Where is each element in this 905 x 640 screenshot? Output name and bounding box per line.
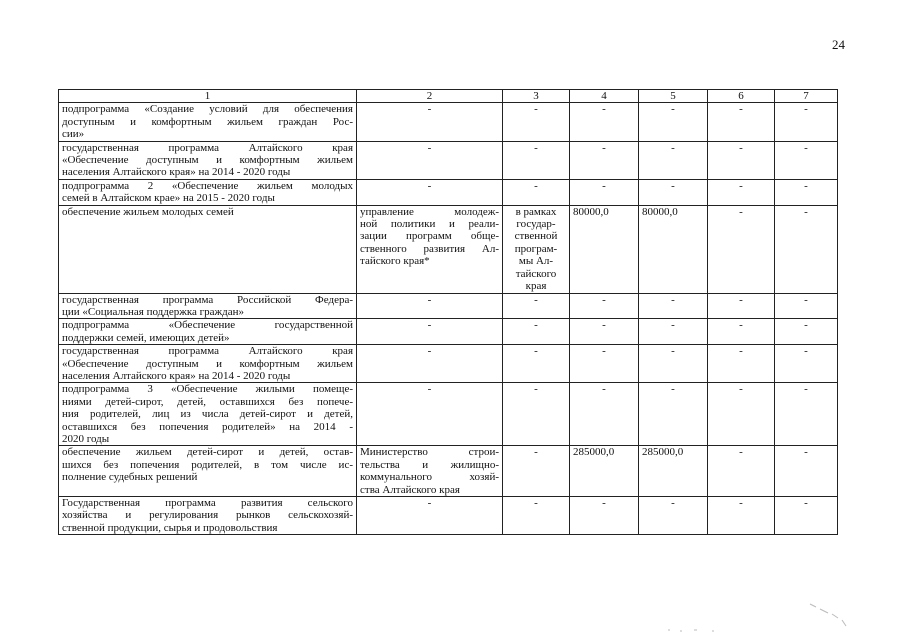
executor-cell [357, 293, 503, 319]
value-cell-6: - [708, 293, 775, 319]
value-cell-4: - [570, 103, 639, 141]
funding-source-cell [503, 383, 570, 446]
executor-cell-line: - [427, 497, 432, 509]
table-row [59, 383, 838, 446]
funding-source-cell-line: - [534, 141, 538, 154]
executor-cell-line: управление молодеж- [360, 205, 499, 218]
value-cell-7: - [775, 179, 838, 205]
column-header-4: 4 [570, 90, 639, 103]
value-cell-7: - [775, 446, 838, 497]
page-number: 24 [832, 37, 845, 52]
funding-source-cell-line: - [534, 497, 538, 509]
value-cell-5: - [639, 383, 708, 446]
value-cell-6: - [708, 383, 775, 446]
funding-source-cell-line: ственной [514, 230, 558, 243]
executor-cell-line: - [427, 383, 432, 396]
scan-artifact-marks [660, 600, 860, 640]
description-cell-line: ственной продукции, сырья и продовольствия [62, 521, 278, 534]
funding-source-cell-line: в рамках [515, 205, 557, 218]
funding-source-cell [503, 293, 570, 319]
description-cell [59, 497, 357, 535]
value-cell-6: - [708, 446, 775, 497]
table-row [59, 319, 838, 345]
executor-cell [357, 345, 503, 383]
executor-cell [357, 446, 503, 497]
executor-cell [357, 179, 503, 205]
value-cell-4: - [570, 293, 639, 319]
value-cell-6: - [708, 319, 775, 345]
description-cell [59, 205, 357, 293]
executor-cell-line: Министерство строи- [360, 446, 499, 459]
funding-source-cell [503, 179, 570, 205]
value-cell-6: - [708, 205, 775, 293]
funding-source-cell-line: мы Ал- [518, 255, 554, 268]
value-cell-5: - [639, 293, 708, 319]
description-cell-line: ния родителей, лиц из числа детей-сирот и детей, [62, 408, 353, 421]
funding-source-cell [503, 497, 570, 535]
description-cell-line: государственная программа Российской Федера- [62, 293, 353, 306]
executor-cell [357, 103, 503, 141]
value-cell-4: - [570, 497, 639, 535]
executor-cell [357, 383, 503, 446]
funding-source-cell-line: государ- [516, 218, 556, 231]
value-cell-4: - [570, 345, 639, 383]
value-cell-6: - [708, 179, 775, 205]
description-cell-line: 2020 годы [62, 432, 110, 445]
executor-cell-line: ственного развития Ал- [360, 242, 499, 255]
value-cell-4: 285000,0 [570, 446, 639, 497]
value-cell-7: - [775, 293, 838, 319]
funding-source-cell-line: програм- [514, 242, 558, 255]
executor-cell-line: - [427, 179, 432, 192]
value-cell-6: - [708, 345, 775, 383]
description-cell-line: подпрограмма 3 «Обеспечение жилыми помеще- [62, 383, 353, 396]
table-row [59, 205, 838, 293]
description-cell-line: доступным и комфортным жильем граждан Рос- [62, 115, 353, 128]
value-cell-7: - [775, 497, 838, 535]
description-cell-line: «Обеспечение доступным и комфортным жильем [62, 154, 353, 167]
funding-source-cell-line: - [534, 345, 538, 358]
value-cell-7: - [775, 345, 838, 383]
executor-cell-line: - [427, 319, 432, 332]
value-cell-5: - [639, 179, 708, 205]
funding-source-cell [503, 345, 570, 383]
description-cell-line: ниями детей-сирот, детей, оставшихся без попече- [62, 395, 353, 408]
value-cell-6: - [708, 497, 775, 535]
value-cell-5: - [639, 497, 708, 535]
description-cell-line: полнение судебных решений [62, 471, 198, 484]
description-cell-line: подпрограмма 2 «Обеспечение жильем молодых [62, 179, 353, 192]
value-cell-7: - [775, 383, 838, 446]
executor-cell-line: зации программ обще- [360, 230, 499, 243]
funding-source-cell-line: - [534, 383, 538, 396]
executor-cell [357, 205, 503, 293]
funding-source-cell [503, 319, 570, 345]
description-cell-line: «Обеспечение доступным и комфортным жильем [62, 357, 353, 370]
executor-cell [357, 319, 503, 345]
executor-cell-line: ства Алтайского края [360, 483, 460, 496]
description-cell [59, 319, 357, 345]
value-cell-6: - [708, 141, 775, 179]
value-cell-5: - [639, 319, 708, 345]
column-header-6: 6 [708, 90, 775, 103]
column-header-7: 7 [775, 90, 838, 103]
table-row [59, 497, 838, 535]
description-cell-line: Государственная программа развития сельского [62, 497, 353, 509]
funding-source-cell-line: края [525, 280, 547, 293]
description-cell-line: населения Алтайского края» на 2014 - 2020 годы [62, 369, 291, 382]
value-cell-5: 80000,0 [639, 205, 708, 293]
table-row [59, 293, 838, 319]
description-cell [59, 345, 357, 383]
executor-cell-line: - [427, 103, 432, 116]
description-cell-line: семей в Алтайском крае» на 2015 - 2020 годы [62, 192, 275, 205]
description-cell-line: обеспечение жильем молодых семей [62, 205, 234, 218]
value-cell-7: - [775, 319, 838, 345]
funding-source-cell-line: - [534, 319, 538, 332]
description-cell [59, 141, 357, 179]
table-row [59, 345, 838, 383]
column-header-2: 2 [357, 90, 503, 103]
description-cell-line: хозяйства и регулирования рынков сельскохозяй- [62, 509, 353, 522]
description-cell-line: государственная программа Алтайского края [62, 141, 353, 154]
description-cell-line: ции «Социальная поддержка граждан» [62, 305, 244, 318]
value-cell-4: - [570, 383, 639, 446]
description-cell [59, 293, 357, 319]
description-cell-line: сии» [62, 128, 85, 141]
budget-table [58, 89, 838, 535]
funding-source-cell [503, 103, 570, 141]
funding-source-cell-line: тайского [515, 267, 557, 280]
value-cell-7: - [775, 103, 838, 141]
executor-cell-line: ной политики и реали- [360, 218, 499, 231]
funding-source-cell [503, 141, 570, 179]
executor-cell-line: - [427, 141, 432, 154]
table-row [59, 179, 838, 205]
description-cell-line: государственная программа Алтайского края [62, 345, 353, 358]
executor-cell-line: тельства и жилищно- [360, 458, 499, 471]
executor-cell-line: тайского края* [360, 255, 430, 268]
table-row [59, 141, 838, 179]
funding-source-cell-line: - [534, 103, 538, 116]
column-header-3: 3 [503, 90, 570, 103]
description-cell [59, 103, 357, 141]
executor-cell [357, 141, 503, 179]
funding-source-cell [503, 446, 570, 497]
value-cell-4: - [570, 141, 639, 179]
executor-cell-line: - [427, 293, 432, 306]
funding-source-cell-line: - [534, 179, 538, 192]
value-cell-4: - [570, 319, 639, 345]
description-cell-line: подпрограмма «Обеспечение государственной [62, 319, 353, 332]
description-cell-line: населения Алтайского края» на 2014 - 2020 годы [62, 166, 291, 179]
description-cell-line: обеспечение жильем детей-сирот и детей, остав- [62, 446, 353, 459]
value-cell-7: - [775, 141, 838, 179]
column-header-5: 5 [639, 90, 708, 103]
value-cell-4: 80000,0 [570, 205, 639, 293]
value-cell-7: - [775, 205, 838, 293]
column-header-1: 1 [59, 90, 357, 103]
description-cell [59, 383, 357, 446]
executor-cell-line: коммунального хозяй- [360, 471, 499, 484]
description-cell-line: поддержки семей, имеющих детей» [62, 331, 230, 344]
header-row [59, 90, 838, 103]
description-cell-line: оставшихся без попечения родителей» на 2014 - [62, 420, 353, 433]
description-cell [59, 179, 357, 205]
description-cell-line: подпрограмма «Создание условий для обеспечения [62, 103, 353, 116]
value-cell-5: - [639, 345, 708, 383]
description-cell-line: шихся без попечения родителей, в том числе ис- [62, 458, 353, 471]
value-cell-5: - [639, 141, 708, 179]
funding-source-cell-line: - [534, 446, 538, 459]
value-cell-5: 285000,0 [639, 446, 708, 497]
executor-cell-line: - [427, 345, 432, 358]
table-row [59, 446, 838, 497]
funding-source-cell-line: - [534, 293, 538, 306]
table-body [59, 103, 838, 535]
value-cell-6: - [708, 103, 775, 141]
description-cell [59, 446, 357, 497]
table-row [59, 103, 838, 141]
executor-cell [357, 497, 503, 535]
value-cell-5: - [639, 103, 708, 141]
funding-source-cell [503, 205, 570, 293]
value-cell-4: - [570, 179, 639, 205]
